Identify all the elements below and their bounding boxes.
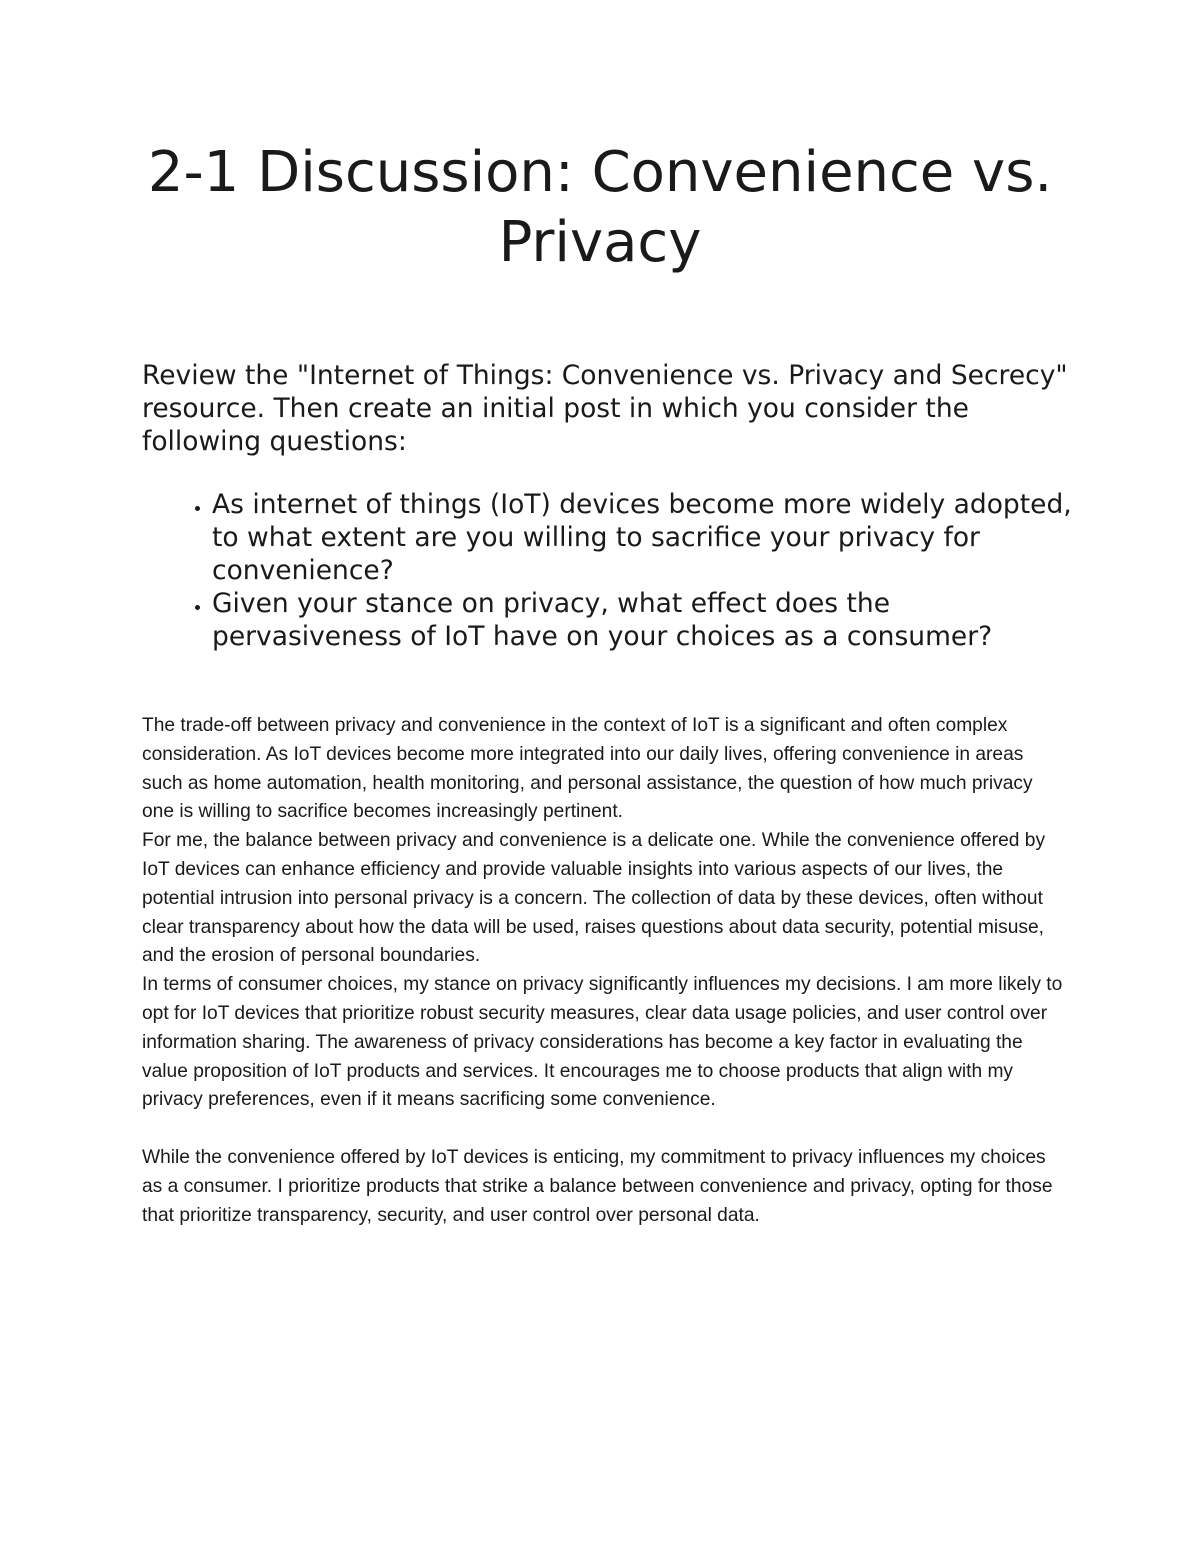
response-paragraph: For me, the balance between privacy and convenience is a delicate one. While the convenience offered by IoT devices can enhance efficiency and provide valuable insights into various aspects of our lives, the potential intrusion into personal privacy is a concern. The collection of data by these devices, often without clear transparency about how the data will be used, raises questions about data security, potential misuse, and the erosion of personal boundaries. xyxy=(142,830,1046,967)
paragraph-spacer xyxy=(142,1115,1067,1144)
prompt-question: • As internet of things (IoT) devices become more widely adopted, to what extent are you willing to sacrifice your privacy for convenience? xyxy=(212,488,1072,587)
document-title: 2-1 Discussion: Convenience vs. Privacy xyxy=(147,140,1053,275)
response-paragraph: In terms of consumer choices, my stance on privacy significantly influences my decisions. I am more likely to opt for IoT devices that prioritize robust security measures, clear data usage policies, and user control over information sharing. The awareness of privacy considerations has become a key factor in evaluating the value proposition of IoT products and services. It encourages me to choose products that align with my privacy preferences, even if it means sacrificing some convenience. xyxy=(142,974,1063,1111)
response-paragraph: The trade-off between privacy and convenience in the context of IoT is a significant and often complex consideration. As IoT devices become more integrated into our daily lives, offering convenience in areas such as home automation, health monitoring, and personal assistance, the question of how much privacy one is willing to sacrifice becomes increasingly pertinent. xyxy=(142,715,1033,823)
prompt-intro: Review the "Internet of Things: Convenience vs. Privacy and Secrecy" resource. Then create an initial post in which you consider the following questions: xyxy=(142,360,1068,457)
response-conclusion: While the convenience offered by IoT devices is enticing, my commitment to privacy influences my choices as a consumer. I prioritize products that strike a balance between convenience and privacy, opting for those that prioritize transparency, security, and user control over personal data. xyxy=(142,1146,1053,1226)
discussion-prompt xyxy=(142,359,1072,653)
prompt-question-list xyxy=(142,488,1072,653)
prompt-question: • Given your stance on privacy, what effect does the pervasiveness of IoT have on your choices as a consumer? xyxy=(212,587,1072,653)
discussion-response xyxy=(142,712,1067,1230)
